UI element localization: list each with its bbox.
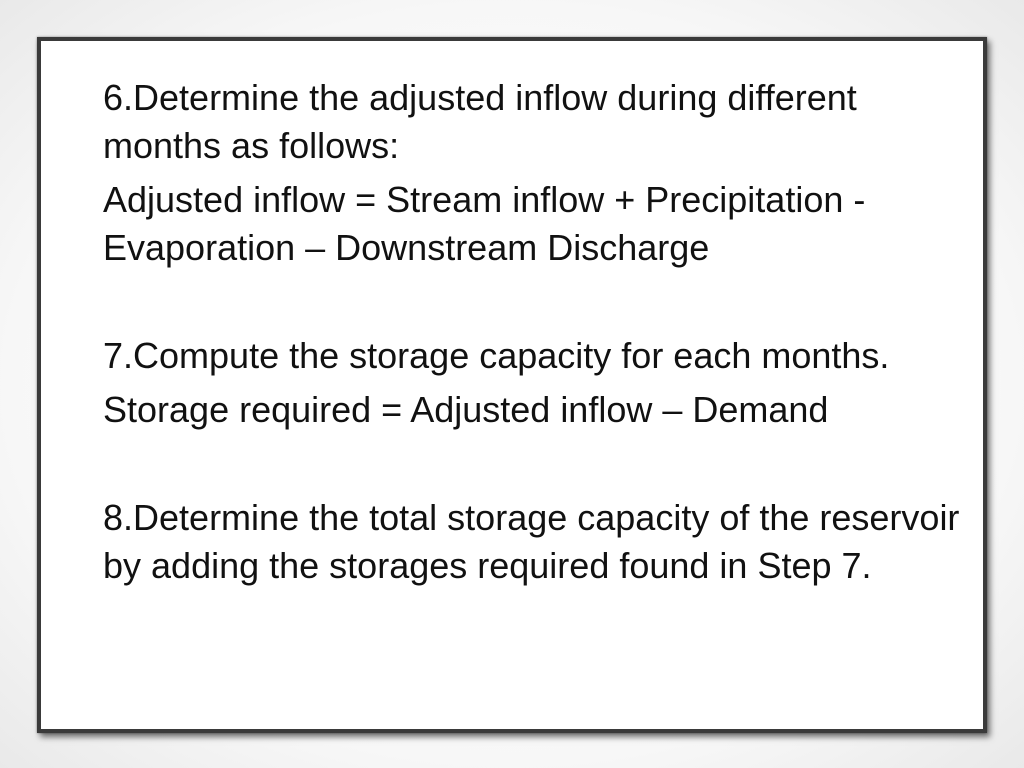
spacer <box>103 272 973 332</box>
step-7-formula: Storage required = Adjusted inflow – Demand <box>103 389 829 430</box>
step-6-text: 6.Determine the adjusted inflow during different months as follows: <box>103 77 857 166</box>
step-8-text: 8.Determine the total storage capacity of the reservoir by adding the storages required found in Step 7. <box>103 497 960 586</box>
slide-content <box>103 74 973 590</box>
step-7-text: 7.Compute the storage capacity for each months. <box>103 335 890 376</box>
slide-frame <box>37 37 987 733</box>
spacer <box>103 434 973 494</box>
step-6-formula: Adjusted inflow = Stream inflow + Precipitation - Evaporation – Downstream Discharge <box>103 179 866 268</box>
